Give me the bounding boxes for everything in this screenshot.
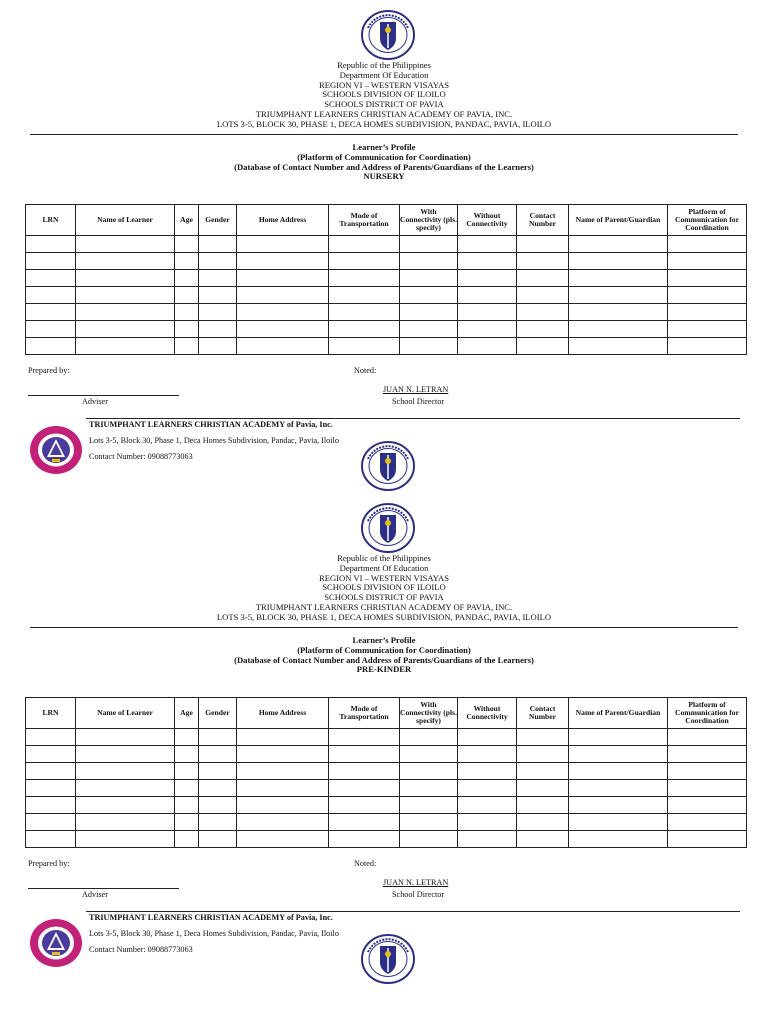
table-cell[interactable] <box>458 797 517 814</box>
table-cell[interactable] <box>400 746 458 763</box>
director-title: School Director <box>392 397 445 406</box>
school-seal-icon <box>28 917 84 969</box>
table-cell[interactable] <box>26 780 76 797</box>
table-cell[interactable] <box>237 270 329 287</box>
table-cell[interactable] <box>517 304 569 321</box>
header-rule <box>30 134 738 135</box>
table-cell[interactable] <box>329 831 400 848</box>
header-line-department: Department Of Education <box>339 69 429 80</box>
table-cell[interactable] <box>237 814 329 831</box>
table-row <box>26 321 747 338</box>
table-cell[interactable] <box>199 253 237 270</box>
table-cell[interactable] <box>668 236 747 253</box>
table-cell[interactable] <box>175 304 199 321</box>
col-platform-of-communication: Platform of Communication for Coordination <box>668 205 747 236</box>
table-cell[interactable] <box>199 831 237 848</box>
table-cell[interactable] <box>517 814 569 831</box>
table-cell[interactable] <box>199 780 237 797</box>
table-cell[interactable] <box>237 797 329 814</box>
table-cell[interactable] <box>329 236 400 253</box>
table-cell[interactable] <box>668 270 747 287</box>
table-cell[interactable] <box>175 729 199 746</box>
table-cell[interactable] <box>668 797 747 814</box>
table-cell[interactable] <box>175 746 199 763</box>
table-row <box>26 287 747 304</box>
col-age: Age <box>175 698 199 729</box>
footer-address: Lots 3-5, Block 30, Phase 1, Deca Homes Subdivision, Pandac, Pavia, Iloilo <box>89 436 339 445</box>
table-cell[interactable] <box>76 729 175 746</box>
noted-label: Noted: <box>354 366 377 375</box>
table-cell[interactable] <box>237 763 329 780</box>
table-cell[interactable] <box>458 763 517 780</box>
table-cell[interactable] <box>76 746 175 763</box>
table-cell[interactable] <box>569 797 668 814</box>
table-cell[interactable] <box>175 321 199 338</box>
table-cell[interactable] <box>668 780 747 797</box>
table-cell[interactable] <box>458 236 517 253</box>
table-row <box>26 814 747 831</box>
col-mode-of-transportation: Mode of Transportation <box>329 205 400 236</box>
grade-level: NURSERY <box>363 171 405 182</box>
prepared-by-label: Prepared by: <box>28 366 70 375</box>
table-cell[interactable] <box>569 321 668 338</box>
table-row <box>26 780 747 797</box>
table-cell[interactable] <box>199 287 237 304</box>
learner-table <box>25 697 747 848</box>
table-row <box>26 253 747 270</box>
col-without-connectivity: Without Connectivity <box>458 205 517 236</box>
table-cell[interactable] <box>569 253 668 270</box>
table-cell[interactable] <box>76 338 175 355</box>
header-line-district: SCHOOLS DISTRICT OF PAVIA <box>324 99 444 110</box>
table-row <box>26 746 747 763</box>
table-cell[interactable] <box>199 797 237 814</box>
table-cell[interactable] <box>517 270 569 287</box>
table-cell[interactable] <box>400 814 458 831</box>
table-cell[interactable] <box>76 780 175 797</box>
table-cell[interactable] <box>668 253 747 270</box>
header-rule <box>30 627 738 628</box>
form-title <box>0 636 768 675</box>
col-with-connectivity: With Connectivity (pls. specify) <box>400 698 458 729</box>
table-cell[interactable] <box>668 814 747 831</box>
table-cell[interactable] <box>237 321 329 338</box>
col-age: Age <box>175 205 199 236</box>
director-title: School Director <box>392 890 445 899</box>
table-cell[interactable] <box>458 729 517 746</box>
col-parent-guardian: Name of Parent/Guardian <box>569 205 668 236</box>
grade-level: PRE-KINDER <box>356 664 412 675</box>
adviser-label: Adviser <box>82 890 108 899</box>
col-contact-number: Contact Number <box>517 698 569 729</box>
table-cell[interactable] <box>175 763 199 780</box>
table-cell[interactable] <box>458 304 517 321</box>
col-without-connectivity: Without Connectivity <box>458 698 517 729</box>
table-cell[interactable] <box>400 270 458 287</box>
table-row <box>26 304 747 321</box>
table-cell[interactable] <box>329 780 400 797</box>
col-mode-of-transportation: Mode of Transportation <box>329 698 400 729</box>
col-home-address: Home Address <box>237 205 329 236</box>
table-row <box>26 831 747 848</box>
table-cell[interactable] <box>199 814 237 831</box>
col-platform-of-communication: Platform of Communication for Coordination <box>668 698 747 729</box>
table-cell[interactable] <box>400 729 458 746</box>
table-cell[interactable] <box>400 287 458 304</box>
table-cell[interactable] <box>26 746 76 763</box>
table-cell[interactable] <box>668 304 747 321</box>
header-line-division: SCHOOLS DIVISION OF ILOILO <box>322 582 446 593</box>
table-cell[interactable] <box>569 287 668 304</box>
prepared-by-label: Prepared by: <box>28 859 70 868</box>
header-line-school: TRIUMPHANT LEARNERS CHRISTIAN ACADEMY OF PAVIA, INC. <box>255 601 513 612</box>
table-cell[interactable] <box>329 763 400 780</box>
deped-seal-footer-icon <box>360 440 416 492</box>
header-line-division: SCHOOLS DIVISION OF ILOILO <box>322 89 446 100</box>
table-cell[interactable] <box>458 287 517 304</box>
table-cell[interactable] <box>237 304 329 321</box>
col-parent-guardian: Name of Parent/Guardian <box>569 698 668 729</box>
table-cell[interactable] <box>26 253 76 270</box>
table-cell[interactable] <box>237 780 329 797</box>
table-cell[interactable] <box>668 338 747 355</box>
school-seal-icon <box>28 424 84 476</box>
col-with-connectivity: With Connectivity (pls. specify) <box>400 205 458 236</box>
table-cell[interactable] <box>26 797 76 814</box>
header-line-region: REGION VI – WESTERN VISAYAS <box>318 572 450 583</box>
table-cell[interactable] <box>668 746 747 763</box>
table-cell[interactable] <box>569 780 668 797</box>
col-home-address: Home Address <box>237 698 329 729</box>
table-row <box>26 729 747 746</box>
director-name: JUAN N. LETRAN <box>383 385 449 394</box>
table-cell[interactable] <box>400 253 458 270</box>
footer-school-name: TRIUMPHANT LEARNERS CHRISTIAN ACADEMY of Pavia, Inc. <box>89 420 333 429</box>
table-cell[interactable] <box>76 763 175 780</box>
table-cell[interactable] <box>668 321 747 338</box>
table-cell[interactable] <box>458 253 517 270</box>
table-cell[interactable] <box>175 338 199 355</box>
table-cell[interactable] <box>199 304 237 321</box>
table-cell[interactable] <box>76 304 175 321</box>
table-cell[interactable] <box>175 253 199 270</box>
table-cell[interactable] <box>76 253 175 270</box>
table-cell[interactable] <box>458 780 517 797</box>
table-cell[interactable] <box>76 814 175 831</box>
table-cell[interactable] <box>237 253 329 270</box>
table-cell[interactable] <box>26 814 76 831</box>
table-cell[interactable] <box>569 729 668 746</box>
table-cell[interactable] <box>569 236 668 253</box>
title-database: (Database of Contact Number and Address of Parents/Guardians of the Learners) <box>234 161 534 172</box>
table-cell[interactable] <box>400 304 458 321</box>
letterhead <box>0 554 768 623</box>
table-cell[interactable] <box>199 729 237 746</box>
table-cell[interactable] <box>517 797 569 814</box>
table-cell[interactable] <box>76 270 175 287</box>
table-cell[interactable] <box>26 831 76 848</box>
table-cell[interactable] <box>569 338 668 355</box>
table-cell[interactable] <box>26 321 76 338</box>
table-cell[interactable] <box>76 797 175 814</box>
col-name-of-learner: Name of Learner <box>76 698 175 729</box>
deped-seal-icon <box>360 503 416 553</box>
adviser-signature-line <box>28 888 179 889</box>
learner-table <box>25 204 747 355</box>
table-row <box>26 797 747 814</box>
table-cell[interactable] <box>517 287 569 304</box>
table-cell[interactable] <box>199 763 237 780</box>
table-cell[interactable] <box>199 338 237 355</box>
table-cell[interactable] <box>400 780 458 797</box>
table-cell[interactable] <box>517 253 569 270</box>
table-cell[interactable] <box>199 270 237 287</box>
table-header-row <box>26 205 747 236</box>
table-cell[interactable] <box>199 321 237 338</box>
director-name: JUAN N. LETRAN <box>383 878 449 887</box>
footer-rule <box>86 418 740 419</box>
table-cell[interactable] <box>26 270 76 287</box>
table-cell[interactable] <box>329 253 400 270</box>
table-cell[interactable] <box>76 287 175 304</box>
table-cell[interactable] <box>400 338 458 355</box>
title-platform: (Platform of Communication for Coordination) <box>297 644 471 655</box>
table-cell[interactable] <box>175 270 199 287</box>
table-cell[interactable] <box>569 746 668 763</box>
header-line-region: REGION VI – WESTERN VISAYAS <box>318 79 450 90</box>
table-cell[interactable] <box>569 763 668 780</box>
table-cell[interactable] <box>329 321 400 338</box>
header-line-republic: Republic of the Philippines <box>337 60 431 70</box>
table-cell[interactable] <box>175 814 199 831</box>
footer-school-name: TRIUMPHANT LEARNERS CHRISTIAN ACADEMY of Pavia, Inc. <box>89 913 333 922</box>
table-cell[interactable] <box>175 797 199 814</box>
table-row <box>26 338 747 355</box>
table-cell[interactable] <box>517 831 569 848</box>
table-cell[interactable] <box>458 814 517 831</box>
table-cell[interactable] <box>458 270 517 287</box>
header-line-school: TRIUMPHANT LEARNERS CHRISTIAN ACADEMY OF PAVIA, INC. <box>255 108 513 119</box>
title-platform: (Platform of Communication for Coordination) <box>297 151 471 162</box>
table-cell[interactable] <box>668 287 747 304</box>
table-cell[interactable] <box>237 746 329 763</box>
header-line-address: LOTS 3-5, BLOCK 30, PHASE 1, DECA HOMES SUBDIVISION, PANDAC, PAVIA, ILOILO <box>216 611 552 622</box>
table-cell[interactable] <box>329 797 400 814</box>
table-cell[interactable] <box>329 338 400 355</box>
header-line-address: LOTS 3-5, BLOCK 30, PHASE 1, DECA HOMES SUBDIVISION, PANDAC, PAVIA, ILOILO <box>216 118 552 129</box>
table-cell[interactable] <box>76 236 175 253</box>
table-cell[interactable] <box>668 729 747 746</box>
table-cell[interactable] <box>517 746 569 763</box>
table-cell[interactable] <box>329 304 400 321</box>
adviser-label: Adviser <box>82 397 108 406</box>
table-cell[interactable] <box>458 831 517 848</box>
table-cell[interactable] <box>517 780 569 797</box>
footer-address: Lots 3-5, Block 30, Phase 1, Deca Homes Subdivision, Pandac, Pavia, Iloilo <box>89 929 339 938</box>
table-cell[interactable] <box>175 831 199 848</box>
table-header-row <box>26 698 747 729</box>
col-name-of-learner: Name of Learner <box>76 205 175 236</box>
table-cell[interactable] <box>26 287 76 304</box>
deped-seal-footer-icon <box>360 933 416 985</box>
table-cell[interactable] <box>517 236 569 253</box>
form-page-2 <box>0 493 768 1005</box>
table-cell[interactable] <box>26 236 76 253</box>
table-cell[interactable] <box>458 321 517 338</box>
col-lrn: LRN <box>26 698 76 729</box>
table-cell[interactable] <box>329 270 400 287</box>
table-cell[interactable] <box>237 831 329 848</box>
table-cell[interactable] <box>517 338 569 355</box>
table-cell[interactable] <box>237 287 329 304</box>
title-learners-profile: Learner’s Profile <box>352 142 416 152</box>
header-line-department: Department Of Education <box>339 562 429 573</box>
table-cell[interactable] <box>237 729 329 746</box>
col-gender: Gender <box>199 698 237 729</box>
table-cell[interactable] <box>175 287 199 304</box>
deped-seal-icon <box>360 10 416 60</box>
table-cell[interactable] <box>329 746 400 763</box>
header-line-republic: Republic of the Philippines <box>337 553 431 563</box>
table-cell[interactable] <box>517 763 569 780</box>
table-cell[interactable] <box>569 814 668 831</box>
table-cell[interactable] <box>458 746 517 763</box>
table-cell[interactable] <box>400 763 458 780</box>
table-cell[interactable] <box>76 321 175 338</box>
table-cell[interactable] <box>400 321 458 338</box>
table-cell[interactable] <box>668 831 747 848</box>
table-cell[interactable] <box>400 831 458 848</box>
col-lrn: LRN <box>26 205 76 236</box>
table-cell[interactable] <box>199 236 237 253</box>
table-cell[interactable] <box>569 304 668 321</box>
table-cell[interactable] <box>175 236 199 253</box>
table-row <box>26 270 747 287</box>
title-database: (Database of Contact Number and Address of Parents/Guardians of the Learners) <box>234 654 534 665</box>
header-line-district: SCHOOLS DISTRICT OF PAVIA <box>324 592 444 603</box>
table-cell[interactable] <box>175 780 199 797</box>
table-cell[interactable] <box>569 831 668 848</box>
table-cell[interactable] <box>400 236 458 253</box>
table-cell[interactable] <box>329 814 400 831</box>
table-cell[interactable] <box>569 270 668 287</box>
col-gender: Gender <box>199 205 237 236</box>
table-cell[interactable] <box>329 287 400 304</box>
letterhead <box>0 61 768 130</box>
footer-contact: Contact Number: 09088773063 <box>89 452 193 461</box>
noted-label: Noted: <box>354 859 377 868</box>
table-cell[interactable] <box>517 321 569 338</box>
table-cell[interactable] <box>517 729 569 746</box>
table-cell[interactable] <box>76 831 175 848</box>
table-cell[interactable] <box>458 338 517 355</box>
table-cell[interactable] <box>199 746 237 763</box>
table-row <box>26 236 747 253</box>
form-title <box>0 143 768 182</box>
table-cell[interactable] <box>237 236 329 253</box>
table-cell[interactable] <box>400 797 458 814</box>
table-cell[interactable] <box>26 729 76 746</box>
title-learners-profile: Learner’s Profile <box>352 635 416 645</box>
adviser-signature-line <box>28 395 179 396</box>
table-cell[interactable] <box>668 763 747 780</box>
table-cell[interactable] <box>237 338 329 355</box>
table-row <box>26 763 747 780</box>
table-cell[interactable] <box>26 338 76 355</box>
footer-rule <box>86 911 740 912</box>
table-cell[interactable] <box>26 763 76 780</box>
table-cell[interactable] <box>329 729 400 746</box>
col-contact-number: Contact Number <box>517 205 569 236</box>
table-cell[interactable] <box>26 304 76 321</box>
footer-contact: Contact Number: 09088773063 <box>89 945 193 954</box>
